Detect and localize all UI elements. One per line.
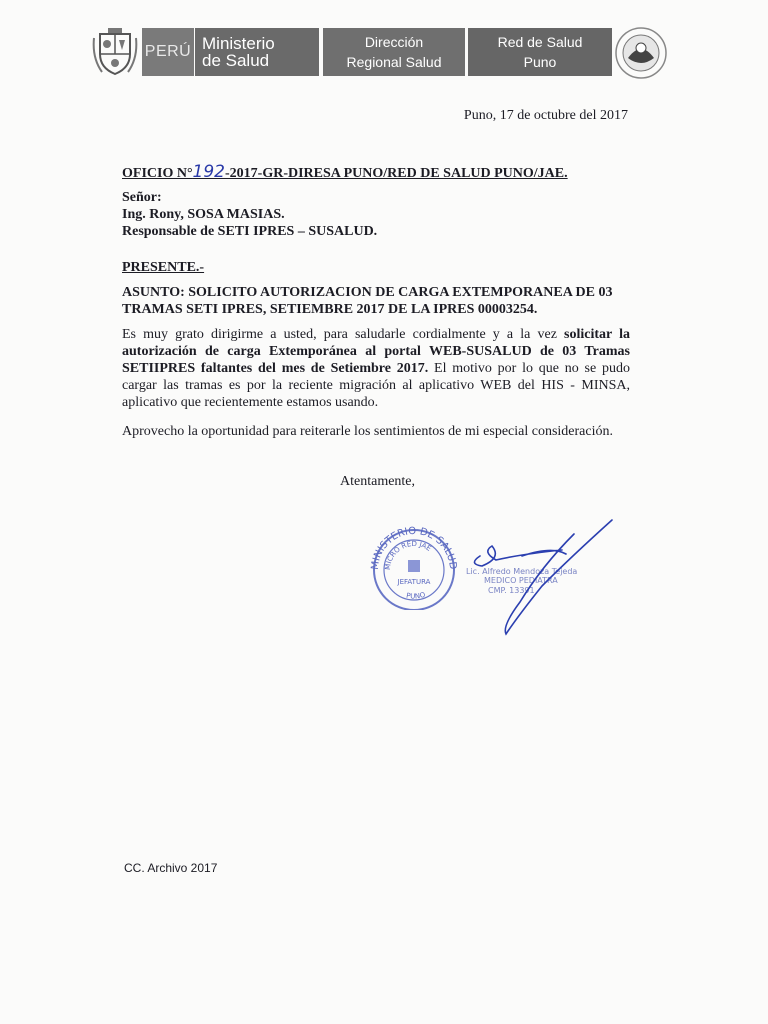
direccion-regional-label: Dirección Regional Salud: [323, 28, 465, 76]
jefatura-seal-stamp: [368, 526, 460, 610]
signature-stamp-name: Lic. Alfredo Mendoza Tejeda: [466, 567, 578, 576]
recipient-name: Ing. Rony, SOSA MASIAS.: [122, 207, 285, 222]
oficio-reference: OFICIO N°192-2017-GR-DIRESA PUNO/RED DE SALUD PUNO/JAE.: [122, 162, 568, 182]
signature-stamp-title: MEDICO PEDIATRA: [484, 576, 558, 585]
seal-outer-text: MINISTERIO DE SALUD: [369, 526, 459, 571]
letter-date: Puno, 17 de octubre del 2017: [463, 108, 628, 123]
handwritten-oficio-number: 192: [192, 162, 225, 182]
presente-heading: PRESENTE.-: [122, 260, 205, 275]
salutation: Señor:: [122, 190, 162, 205]
peru-label: PERÚ: [142, 28, 194, 76]
signature-stamp-cmp: CMP. 13391: [488, 586, 535, 595]
svg-text:PUNO: [406, 591, 427, 601]
red-salud-label: Red de Salud Puno: [468, 28, 612, 76]
body-paragraph-1: Es muy grato dirigirme a usted, para saludarle cordialmente y a la vez solicitar la autorización de carga Extemporánea al portal WEB-SUSALUD de 03 Tramas SETIIPRES faltantes del mes de Setiembre 2017. El motivo por lo que no se pudo cargar las tramas es por la reciente migración al aplicativo WEB del HIS - MINSA, aplicativo que recientemente estamos usando.: [122, 327, 630, 410]
ministerio-label: Ministerio de Salud: [195, 28, 319, 76]
red-salud-logo-icon: [614, 26, 668, 80]
recipient-role: Responsable de SETI IPRES – SUSALUD.: [122, 224, 378, 239]
asunto-subject: ASUNTO: SOLICITO AUTORIZACION DE CARGA EXTEMPORANEA DE 03 TRAMAS SETI IPRES, SETIEMBRE 2017 DE LA IPRES 00003254.: [122, 285, 613, 317]
seal-center-text: JEFATURA: [397, 578, 431, 586]
peru-coat-of-arms-icon: [92, 28, 138, 76]
seal-bottom-text: PUNO: [405, 590, 427, 601]
cc-archivo: CC. Archivo 2017: [124, 861, 218, 875]
body-paragraph-2: Aprovecho la oportunidad para reiterarle los sentimientos de mi especial consideración.: [122, 424, 613, 439]
signature: [462, 516, 622, 642]
closing: Atentamente,: [340, 474, 416, 489]
seal-inner-text: MICRO RED JAE: [383, 539, 433, 571]
